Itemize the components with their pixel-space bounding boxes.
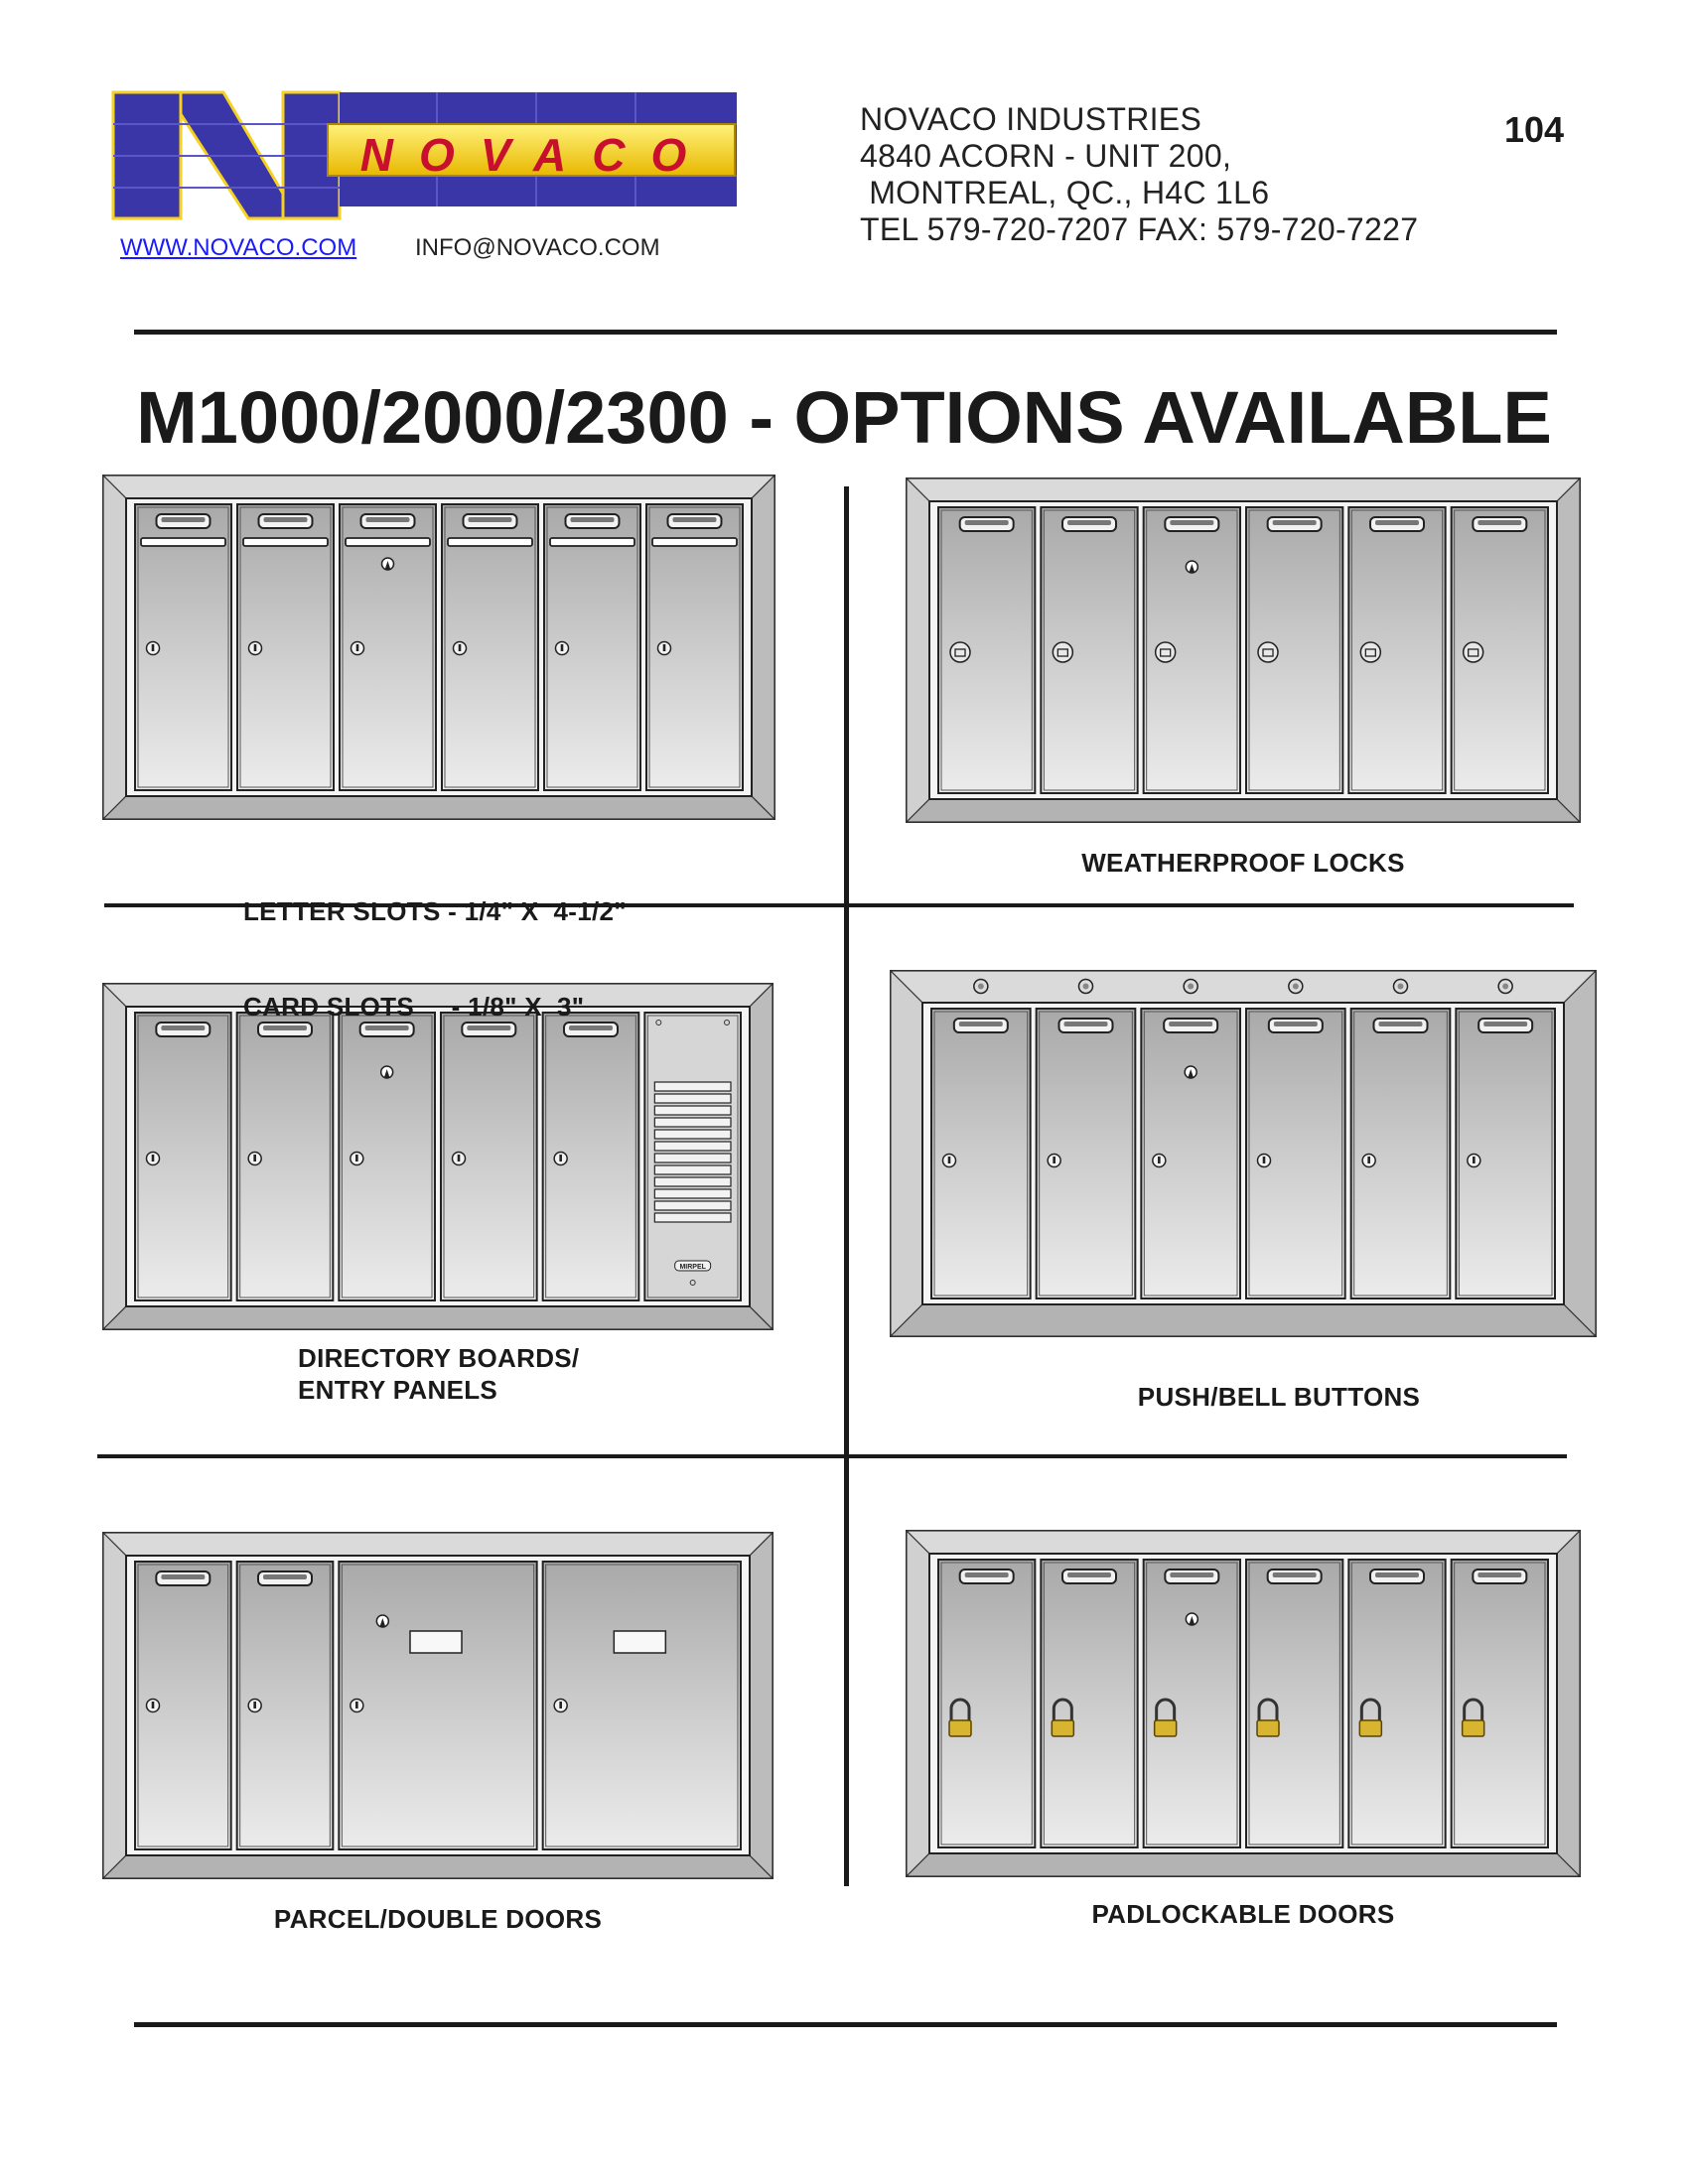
directory-name-slot	[654, 1165, 731, 1174]
card-holder	[410, 1631, 462, 1653]
mailbox-door	[1456, 1009, 1555, 1298]
directory-name-slot	[654, 1201, 731, 1210]
weatherproof-lock-icon	[1258, 642, 1278, 662]
caption-line: DIRECTORY BOARDS/	[298, 1343, 580, 1373]
directory-name-slot	[654, 1106, 731, 1115]
letter-slot	[448, 538, 532, 546]
caption-line: PARCEL/DOUBLE DOORS	[273, 1904, 603, 1934]
mailbox-door	[938, 1560, 1035, 1847]
novaco-logo	[99, 84, 745, 233]
caption-weatherproof-locks	[906, 847, 1581, 879]
mailbox-door	[441, 1013, 537, 1300]
grid-vertical-rule	[844, 486, 849, 1886]
mailbox-door	[1351, 1009, 1451, 1298]
weatherproof-lock-icon	[1053, 642, 1072, 662]
caption-line: ENTRY PANELS	[298, 1375, 498, 1405]
caption-line: PUSH/BELL BUTTONS	[1137, 1382, 1421, 1412]
mailbox-door	[1246, 1560, 1342, 1847]
bell-button-icon	[974, 980, 988, 994]
bell-button-icon	[1394, 980, 1408, 994]
caption-parcel-double-doors	[102, 1903, 774, 1935]
letter-slot	[243, 538, 328, 546]
address-line-1: 4840 ACORN - UNIT 200,	[860, 138, 1232, 174]
mailbox-parcel-double-doors	[102, 1532, 774, 1879]
mailbox-door	[1246, 1009, 1345, 1298]
caption-directory-boards	[298, 1342, 579, 1406]
logo-wordmark: NOVACO	[359, 129, 713, 181]
directory-name-slot	[654, 1130, 731, 1139]
letter-slot	[346, 538, 430, 546]
weatherproof-lock-icon	[1360, 642, 1380, 662]
weatherproof-lock-icon	[950, 642, 970, 662]
directory-name-slot	[654, 1082, 731, 1091]
mailbox-door	[544, 504, 640, 790]
letter-slot	[550, 538, 634, 546]
parcel-door	[543, 1562, 741, 1849]
page-number: 104	[1504, 109, 1565, 150]
logo-n-shape	[113, 92, 340, 218]
caption-padlockable-doors	[906, 1898, 1581, 1930]
letter-slot	[141, 538, 225, 546]
email-address: INFO@NOVACO.COM	[415, 234, 660, 261]
card-holder	[614, 1631, 665, 1653]
top-divider	[134, 330, 1557, 335]
grid-rule-row-2	[97, 1454, 1567, 1458]
mailbox-push-bell-buttons	[890, 970, 1597, 1337]
parcel-door	[339, 1562, 536, 1849]
directory-name-slot	[654, 1177, 731, 1186]
company-name: NOVACO INDUSTRIES	[860, 101, 1202, 137]
bell-button-icon	[1079, 980, 1093, 994]
mailbox-door	[339, 1013, 435, 1300]
brand-text: MIRPEL	[679, 1264, 706, 1271]
address-line-2: MONTREAL, QC., H4C 1L6	[860, 175, 1270, 210]
mailbox-door	[1348, 507, 1445, 793]
mailbox-door	[340, 504, 436, 790]
directory-name-slot	[654, 1154, 731, 1162]
caption-push-bell-buttons	[890, 1381, 1668, 1413]
mailbox-padlockable-doors	[906, 1530, 1581, 1877]
mailbox-door	[237, 504, 334, 790]
mailbox-door	[135, 1562, 231, 1849]
letter-slot	[652, 538, 737, 546]
bell-button-icon	[1498, 980, 1512, 994]
phone-fax: TEL 579-720-7207 FAX: 579-720-7227	[860, 211, 1419, 247]
caption-line: PADLOCKABLE DOORS	[1091, 1899, 1395, 1929]
mailbox-door	[1041, 1560, 1137, 1847]
directory-name-slot	[654, 1213, 731, 1222]
bottom-divider	[134, 2022, 1557, 2027]
mailbox-door	[1144, 1560, 1240, 1847]
caption-line: CARD SLOTS - 1/8" X 3"	[243, 992, 585, 1022]
mailbox-door	[1144, 507, 1240, 793]
mailbox-door	[931, 1009, 1031, 1298]
mailbox-door	[135, 1013, 231, 1300]
caption-line: LETTER SLOTS - 1/4" X 4-1/2"	[243, 896, 627, 926]
mailbox-door	[1037, 1009, 1136, 1298]
mailbox-door	[237, 1562, 334, 1849]
bell-button-icon	[1184, 980, 1197, 994]
caption-letter-slots	[243, 832, 627, 1054]
mailbox-door	[938, 507, 1035, 793]
mailbox-door	[1348, 1560, 1445, 1847]
directory-name-slot	[654, 1142, 731, 1151]
page-title: M1000/2000/2300 - OPTIONS AVAILABLE	[136, 376, 1552, 459]
mailbox-door	[442, 504, 538, 790]
website-link[interactable]: WWW.NOVACO.COM	[120, 234, 357, 261]
mailbox-door	[237, 1013, 334, 1300]
caption-line: WEATHERPROOF LOCKS	[1081, 848, 1405, 878]
mailbox-door	[1452, 1560, 1548, 1847]
mailbox-door	[646, 504, 743, 790]
directory-name-slot	[654, 1118, 731, 1127]
mailbox-door	[1452, 507, 1548, 793]
mailbox-door	[543, 1013, 639, 1300]
weatherproof-lock-icon	[1464, 642, 1483, 662]
directory-name-slot	[654, 1094, 731, 1103]
mailbox-door	[1246, 507, 1342, 793]
mailbox-letter-slots	[102, 475, 775, 820]
mailbox-door	[1041, 507, 1137, 793]
bell-button-icon	[1289, 980, 1303, 994]
mailbox-door	[1141, 1009, 1240, 1298]
weatherproof-lock-icon	[1156, 642, 1176, 662]
mailbox-door	[135, 504, 231, 790]
mailbox-weatherproof-locks	[906, 478, 1581, 823]
directory-name-slot	[654, 1189, 731, 1198]
directory-panel	[644, 1013, 741, 1300]
